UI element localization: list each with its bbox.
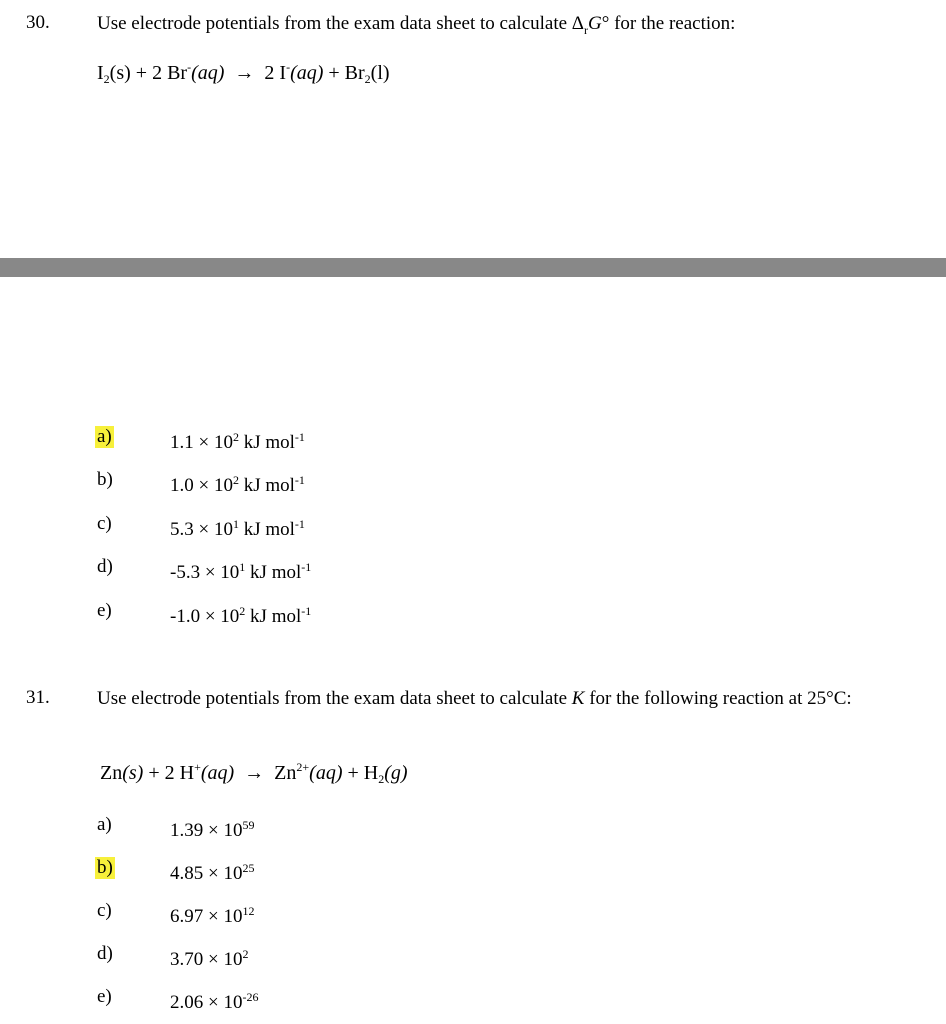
q31-r2-state: (aq) <box>200 762 235 784</box>
q30-r1-sub: 2 <box>103 72 110 86</box>
q31-p2-sub: 2 <box>378 772 385 786</box>
q31-option-value: $4.85 \times 10^{25}$ <box>170 861 255 884</box>
q31-option-value: $1.39 \times 10^{59}$ <box>170 818 255 841</box>
q30-r2-sup: - <box>187 60 192 74</box>
q30-prompt-var: G <box>588 13 602 34</box>
q30-prompt-prefix: Use electrode potentials from the exam data sheet to calculate Δ <box>97 13 585 34</box>
q30-option-value: $-5.3 \times 10^1$ kJ mol$^{-1}$ <box>170 560 312 583</box>
q31-prompt-var: K <box>571 688 585 709</box>
q30-option-letter[interactable]: a) <box>97 426 112 447</box>
q30-option-letter[interactable]: c) <box>97 513 112 534</box>
q30-arrow: → <box>234 62 255 84</box>
q30-p1: 2 I <box>264 62 287 84</box>
q30-option-letter[interactable]: b) <box>97 469 113 490</box>
q31-option-letter[interactable]: e) <box>97 986 112 1007</box>
question-30-prompt <box>97 12 917 42</box>
q31-option-value: $3.70 \times 10^2$ <box>170 947 249 970</box>
question-31-equation: Zn(s) + 2 $H^+(aq) \to Zn^{2+}(aq) + H_2(g)$ <box>100 760 408 786</box>
q31-option-letter[interactable]: a) <box>97 814 112 835</box>
q30-r1: I <box>97 62 104 84</box>
q30-p1-sup: - <box>286 60 291 74</box>
question-30-equation: $I_2(s) + 2$ Br-(aq) → 2 $I^-(aq) + Br_2(l)$ <box>97 60 390 86</box>
section-divider <box>0 258 946 277</box>
q31-option-letter[interactable]: d) <box>97 943 113 964</box>
q31-option-letter[interactable]: b) <box>97 857 113 878</box>
q30-r1-state: (s) <box>109 62 131 84</box>
question-31-prompt <box>97 687 922 711</box>
q30-prompt-suffix: ° for the reaction: <box>601 13 736 34</box>
q30-option-value: $5.3 \times 10^1$ kJ mol$^{-1}$ <box>170 517 305 540</box>
q31-p2-state: (g) <box>384 762 408 784</box>
q30-option-value: $1.0 \times 10^2$ kJ mol$^{-1}$ <box>170 473 305 496</box>
q30-p2-sub: 2 <box>364 72 371 86</box>
q30-option-letter[interactable]: e) <box>97 600 112 621</box>
q31-p2: H <box>363 762 379 784</box>
q30-p2: Br <box>344 62 365 84</box>
q30-p2-state: (l) <box>370 62 390 84</box>
q30-option-letter[interactable]: d) <box>97 556 113 577</box>
q31-r1: Zn <box>100 762 123 784</box>
q30-option-value: $1.1 \times 10^2$ kJ mol$^{-1}$ <box>170 430 305 453</box>
q30-p1-state: (aq) <box>290 62 324 84</box>
q30-option-value: $-1.0 \times 10^2$ kJ mol$^{-1}$ <box>170 604 312 627</box>
q31-r1-state: (s) <box>122 762 144 784</box>
q31-prompt-prefix: Use electrode potentials from the exam data sheet to calculate <box>97 688 572 709</box>
question-31-number: 31. <box>26 687 50 708</box>
q31-p1: Zn <box>274 762 297 784</box>
q31-p1-state: (aq) <box>309 762 343 784</box>
q31-prompt-suffix: for the following reaction at 25°C: <box>584 688 852 709</box>
q31-p1-sup: 2+ <box>296 760 310 774</box>
q30-r2-state: (aq) <box>191 62 225 84</box>
q31-option-value: $6.97 \times 10^{12}$ <box>170 904 255 927</box>
q30-prompt-sub: r <box>584 22 589 37</box>
q31-option-letter[interactable]: c) <box>97 900 112 921</box>
q31-arrow: → <box>244 762 265 784</box>
question-30-number: 30. <box>26 12 50 33</box>
q30-r2: 2 Br <box>152 62 188 84</box>
q31-option-value: $2.06 \times 10^{-26}$ <box>170 990 259 1013</box>
q31-r2-sup: + <box>194 760 201 774</box>
q31-r2: 2 H <box>164 762 195 784</box>
